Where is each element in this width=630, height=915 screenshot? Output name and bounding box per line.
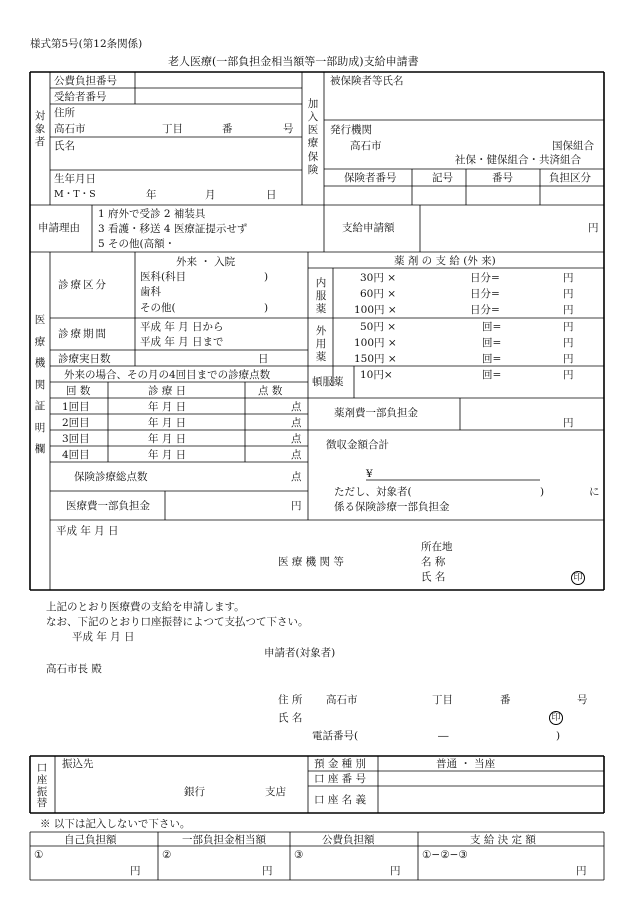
received-total-label: 徴収金額合計: [326, 439, 389, 451]
applicant-chome: 丁目: [432, 694, 453, 706]
internal-row-unit: 日分=: [470, 272, 500, 284]
branch-label: 支店: [265, 786, 286, 798]
dose-row-unit: 回=: [482, 369, 502, 381]
period-from: 平成 年 月 日から: [140, 321, 224, 333]
col-date: 診 療 日: [148, 385, 187, 397]
external-row-yen: 円: [563, 337, 574, 349]
cert-date: 平成 年 月 日: [56, 525, 119, 537]
addressee: 高石市長 殿: [46, 663, 102, 675]
internal-row-unit: 日分=: [470, 288, 500, 300]
issuer-city: 高石市: [350, 140, 382, 152]
period-to: 平成 年 月 日まで: [140, 336, 224, 348]
office-yen: 円: [576, 865, 587, 877]
actual-days-label: 診療実日数: [58, 353, 111, 365]
internal-row-price: 60円 ×: [360, 288, 396, 300]
application-date: 平成 年 月 日: [72, 631, 135, 643]
symbol-label: 記号: [432, 172, 453, 184]
office-mark: ①−②−③: [422, 849, 468, 861]
reason-line-3: 5 その他(高額・: [98, 238, 176, 250]
insurer-number-label: 保険者番号: [344, 172, 397, 184]
form-title: 老人医療(一部負担金相当額等一部助成)支給申請書: [168, 55, 419, 68]
application-line-1: 上記のとおり医療費の支給を申請します。: [46, 601, 245, 613]
office-yen: 円: [390, 865, 401, 877]
bank-section-label: 口座振替: [36, 762, 48, 810]
visit-row-unit: 点: [291, 417, 302, 429]
drugs-header: 薬 剤 の 支 給 (外 来): [394, 255, 496, 267]
medical-section-label: 医療機関証明欄: [34, 314, 46, 456]
visit-row-unit: 点: [291, 401, 302, 413]
office-notice: ※ 以下は記入しないで下さい。: [40, 818, 191, 830]
office-col-header: 自己負担額: [64, 834, 117, 846]
applicant-seal-icon: 印: [549, 711, 563, 725]
phone-close: ): [556, 730, 561, 742]
deposit-type-label: 預 金 種 別: [314, 758, 367, 770]
actual-days-unit: 日: [258, 353, 269, 365]
external-row-price: 150円 ×: [354, 353, 397, 365]
office-yen: 円: [262, 865, 273, 877]
address-city: 高石市: [54, 123, 86, 135]
applicant-label: 申請者(対象者): [264, 647, 336, 659]
external-row-price: 50円 ×: [360, 321, 396, 333]
dose-row-price: 10円×: [360, 369, 393, 381]
applicant-go: 号: [577, 694, 588, 706]
address-label: 住所: [54, 107, 75, 119]
office-yen: 円: [130, 865, 141, 877]
office-mark: ③: [294, 849, 304, 861]
yen-mark: ¥: [366, 468, 373, 480]
birth-year: 年: [146, 189, 157, 201]
public-number-label: 公費負担番号: [54, 75, 117, 87]
account-name-label: 口 座 名 義: [314, 794, 367, 806]
proviso-line-2: 係る保険診療一部負担金: [334, 501, 450, 513]
applicant-address-label: 住 所: [278, 694, 303, 706]
period-label: 診療期間: [58, 328, 108, 340]
external-row-yen: 円: [563, 353, 574, 365]
application-line-2: なお、下記のとおり口座振替によつて支払つて下さい。: [46, 616, 309, 628]
issuer-others: 社保・健保組合・共済組合: [455, 154, 581, 166]
issuer-label: 発行機関: [330, 124, 372, 136]
internal-row-yen: 円: [563, 288, 574, 300]
visit-row-unit: 点: [291, 433, 302, 445]
external-drug-label: 外用薬: [315, 325, 327, 364]
category-label: 診療区分: [58, 279, 108, 291]
visit-row-unit: 点: [291, 449, 302, 461]
office-mark: ①: [34, 849, 44, 861]
external-row-unit: 回=: [482, 353, 502, 365]
col-times: 回 数: [66, 385, 91, 397]
bank-label: 銀行: [184, 786, 205, 798]
birth-era: M・T・S: [54, 189, 96, 200]
issuer-kokuho: 国保組合: [552, 140, 594, 152]
drug-burden-label: 薬剤費一部負担金: [334, 407, 418, 419]
outpatient-inpatient: 外来 ・ 入院: [176, 256, 236, 268]
drug-burden-unit: 円: [563, 417, 574, 429]
payment-label: 支給申請額: [342, 222, 395, 234]
visit-row-date: 年 月 日: [148, 401, 187, 413]
applicant-ban: 番: [500, 694, 511, 706]
visit-row-label: 3回目: [62, 433, 90, 445]
subject-section-label: 対象者: [34, 110, 46, 149]
proviso-ni: に: [589, 486, 600, 498]
transfer-to-label: 振込先: [62, 758, 94, 770]
proviso-paren: ): [540, 486, 545, 498]
external-row-unit: 回=: [482, 337, 502, 349]
location-label: 所在地: [421, 541, 453, 553]
reason-line-2: 3 看護・移送 4 医療証提示せず: [98, 223, 248, 235]
dental: 歯科: [140, 286, 161, 298]
internal-row-price: 100円 ×: [354, 304, 397, 316]
visit-row-date: 年 月 日: [148, 449, 187, 461]
seal-mark-icon: 印: [571, 571, 585, 585]
internal-drug-label: 内服薬: [315, 277, 327, 316]
address-ban: 番: [222, 123, 233, 135]
proviso-line-1: ただし、対象者(: [334, 486, 412, 498]
name-label: 氏名: [54, 140, 75, 152]
visit-row-label: 4回目: [62, 449, 90, 461]
dose-drug-label: 頓服薬: [312, 376, 344, 388]
office-col-header: 公費負担額: [322, 834, 375, 846]
outpatient-note: 外来の場合、その月の4回目までの診療点数: [64, 369, 271, 381]
deposit-type-value: 普通 ・ 当座: [436, 758, 496, 770]
internal-row-price: 30円 ×: [360, 272, 396, 284]
facility-name-label: 名 称: [421, 556, 446, 568]
col-points: 点 数: [258, 385, 283, 397]
visit-row-date: 年 月 日: [148, 433, 187, 445]
address-chome: 丁目: [162, 123, 183, 135]
other-dept-close: ): [264, 302, 269, 314]
institution-label: 医 療 機 関 等: [278, 556, 344, 568]
external-row-unit: 回=: [482, 321, 502, 333]
external-row-price: 100円 ×: [354, 337, 397, 349]
visit-row-date: 年 月 日: [148, 417, 187, 429]
birth-month: 月: [205, 189, 216, 201]
form-number: 様式第5号(第12条関係): [30, 38, 143, 50]
visit-row-label: 1回目: [62, 401, 90, 413]
birth-day: 日: [266, 189, 277, 201]
office-mark: ②: [162, 849, 172, 861]
medical-burden-unit: 円: [291, 500, 302, 512]
visit-row-label: 2回目: [62, 417, 90, 429]
medical-dept: 医科(科目: [140, 271, 187, 283]
total-points-unit: 点: [291, 471, 302, 483]
medical-burden-label: 医療費一部負担金: [66, 500, 150, 512]
birth-label: 生年月日: [54, 173, 96, 185]
payment-yen: 円: [588, 222, 599, 234]
internal-row-yen: 円: [563, 304, 574, 316]
internal-row-yen: 円: [563, 272, 574, 284]
medical-dept-close: ): [264, 271, 269, 283]
office-col-header: 支 給 決 定 額: [470, 834, 536, 846]
reason-line-1: 1 府外で受診 2 補装具: [98, 208, 206, 220]
applicant-name-label: 氏 名: [278, 712, 303, 724]
burden-label: 負担区分: [549, 172, 591, 184]
office-col-header: 一部負担金相当額: [182, 834, 266, 846]
address-go: 号: [283, 123, 294, 135]
phone-label: 電話番号(: [312, 730, 359, 742]
total-points-label: 保険診療総点数: [74, 471, 148, 483]
insured-name-label: 被保険者等氏名: [330, 75, 404, 87]
internal-row-unit: 日分=: [470, 304, 500, 316]
person-name-label: 氏 名: [421, 571, 446, 583]
reason-label: 申請理由: [38, 222, 80, 234]
recipient-number-label: 受給者番号: [54, 91, 107, 103]
number-label: 番号: [492, 172, 513, 184]
other-dept: その他(: [140, 302, 176, 314]
external-row-yen: 円: [563, 321, 574, 333]
phone-dash: ―: [438, 730, 449, 742]
account-number-label: 口 座 番 号: [314, 773, 367, 785]
insurance-section-label: 加入医療保険: [307, 98, 319, 176]
applicant-city: 高石市: [326, 694, 358, 706]
dose-row-yen: 円: [563, 369, 574, 381]
